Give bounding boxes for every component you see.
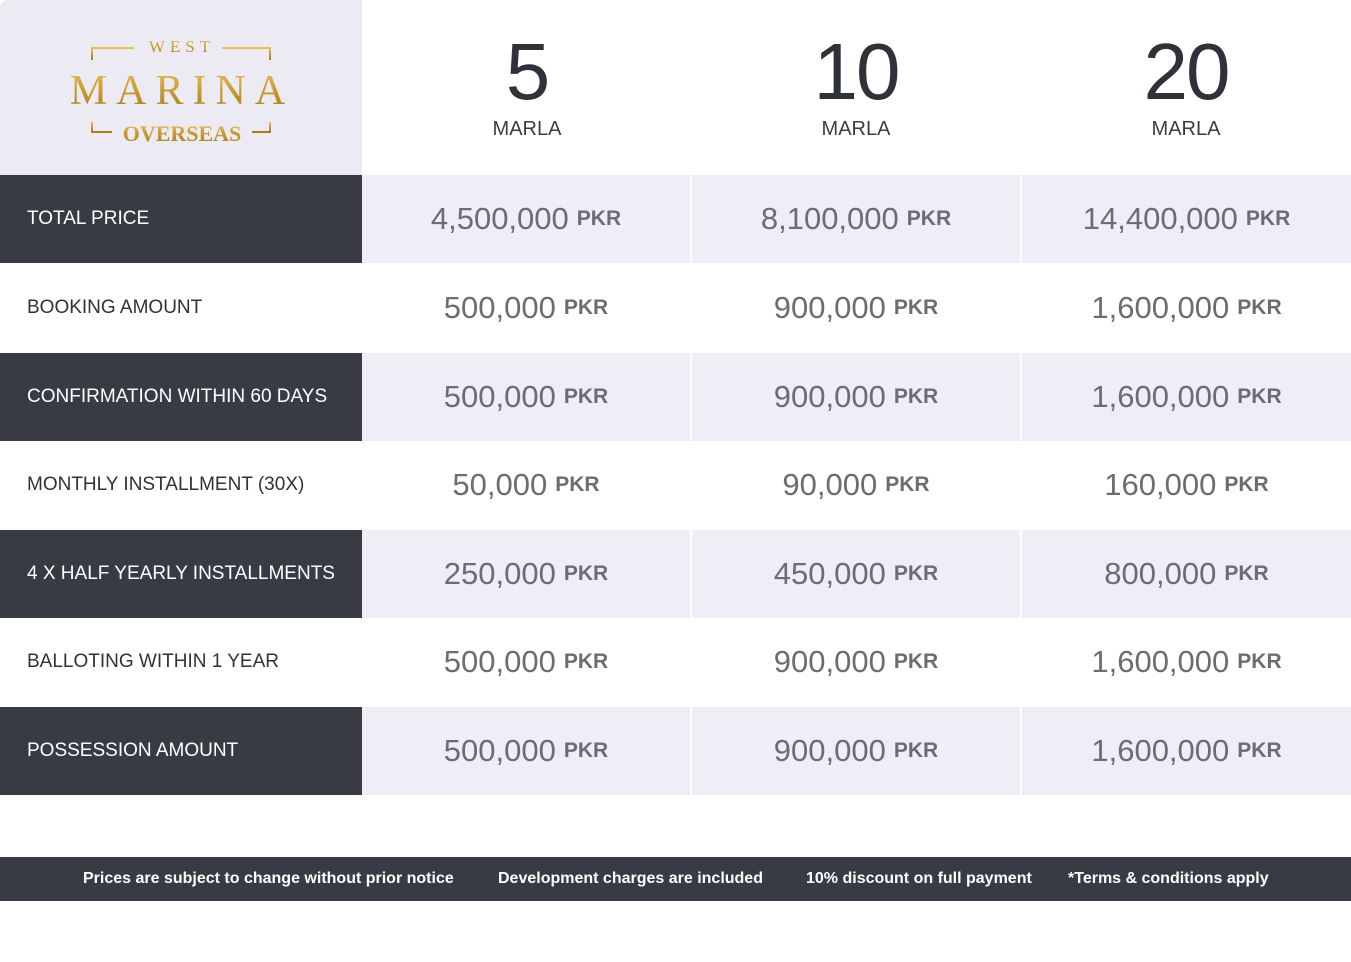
size-number: 5 [505, 27, 549, 116]
price-cell [692, 618, 1020, 706]
row-label: 4 X HALF YEARLY INSTALLMENTS [0, 530, 362, 618]
row-possession [0, 707, 1351, 795]
price-cell [692, 530, 1020, 618]
size-header-20-marla [1021, 0, 1351, 175]
currency: PKR [563, 296, 609, 319]
price-cell [362, 707, 690, 795]
amount: 500,000 [443, 733, 556, 768]
price-cell [362, 175, 690, 263]
logo-panel [0, 0, 362, 175]
price-cell [362, 618, 690, 706]
price-cell [1022, 530, 1351, 618]
row-label: TOTAL PRICE [0, 175, 362, 263]
currency: PKR [1237, 650, 1282, 673]
amount: 1,600,000 [1091, 379, 1230, 414]
logo-main-text: MARINA [69, 68, 295, 114]
amount: 160,000 [1104, 467, 1217, 502]
currency: PKR [555, 473, 600, 496]
currency: PKR [1237, 739, 1282, 762]
row-monthly-installment [0, 441, 1351, 529]
price-cell [1022, 441, 1351, 529]
amount: 1,600,000 [1091, 644, 1230, 679]
amount: 450,000 [773, 556, 886, 591]
amount: 50,000 [452, 467, 548, 502]
price-cell [362, 441, 690, 529]
footer-note: *Terms & conditions apply [1068, 870, 1269, 887]
amount: 90,000 [782, 467, 878, 502]
currency: PKR [563, 650, 609, 673]
footer-note: Prices are subject to change without prior notice [83, 870, 454, 887]
price-cell [692, 353, 1020, 441]
currency: PKR [563, 562, 609, 585]
currency: PKR [893, 385, 939, 408]
amount: 900,000 [773, 379, 886, 414]
row-total-price [0, 175, 1351, 263]
price-cell [1022, 353, 1351, 441]
price-cell [1022, 707, 1351, 795]
row-label: MONTHLY INSTALLMENT (30X) [0, 441, 362, 529]
currency: PKR [1237, 296, 1282, 319]
size-header-10-marla [691, 0, 1021, 175]
footer-note: 10% discount on full payment [806, 870, 1032, 887]
size-unit: MARLA [821, 118, 891, 140]
currency: PKR [893, 739, 939, 762]
currency: PKR [1224, 562, 1269, 585]
amount: 14,400,000 [1082, 201, 1238, 236]
price-cell [362, 530, 690, 618]
currency: PKR [563, 739, 609, 762]
currency: PKR [563, 385, 609, 408]
row-booking-amount [0, 264, 1351, 352]
west-marina-logo [62, 30, 302, 150]
amount: 500,000 [443, 379, 556, 414]
amount: 1,600,000 [1091, 733, 1230, 768]
currency: PKR [1237, 385, 1282, 408]
amount: 8,100,000 [760, 201, 899, 236]
price-cell [692, 441, 1020, 529]
currency: PKR [893, 296, 939, 319]
currency: PKR [893, 562, 939, 585]
amount: 900,000 [773, 733, 886, 768]
row-label: BOOKING AMOUNT [0, 264, 362, 352]
amount: 500,000 [443, 290, 556, 325]
size-header-5-marla [362, 0, 692, 175]
size-unit: MARLA [492, 118, 562, 140]
price-cell [692, 707, 1020, 795]
currency: PKR [1224, 473, 1269, 496]
size-number: 20 [1143, 27, 1229, 116]
amount: 900,000 [773, 290, 886, 325]
amount: 1,600,000 [1091, 290, 1230, 325]
amount: 900,000 [773, 644, 886, 679]
size-number: 10 [813, 27, 899, 116]
row-half-yearly [0, 530, 1351, 618]
amount: 250,000 [443, 556, 556, 591]
price-cell [1022, 618, 1351, 706]
amount: 500,000 [443, 644, 556, 679]
row-label: POSSESSION AMOUNT [0, 707, 362, 795]
size-unit: MARLA [1151, 118, 1221, 140]
currency: PKR [893, 650, 939, 673]
logo-bottom-text: OVERSEAS [122, 121, 242, 146]
price-cell [362, 353, 690, 441]
footer-note: Development charges are included [498, 870, 763, 887]
price-cell [692, 264, 1020, 352]
amount: 800,000 [1104, 556, 1217, 591]
currency: PKR [576, 207, 622, 230]
amount: 4,500,000 [430, 201, 569, 236]
row-balloting [0, 618, 1351, 706]
footer-notes-bar [0, 857, 1351, 901]
currency: PKR [906, 207, 952, 230]
price-cell [1022, 175, 1351, 263]
row-confirmation [0, 353, 1351, 441]
row-label: CONFIRMATION WITHIN 60 DAYS [0, 353, 362, 441]
price-cell [1022, 264, 1351, 352]
row-label: BALLOTING WITHIN 1 YEAR [0, 618, 362, 706]
currency: PKR [885, 473, 930, 496]
currency: PKR [1245, 207, 1291, 230]
price-cell [692, 175, 1020, 263]
price-cell [362, 264, 690, 352]
logo-top-text: WEST [148, 37, 216, 56]
